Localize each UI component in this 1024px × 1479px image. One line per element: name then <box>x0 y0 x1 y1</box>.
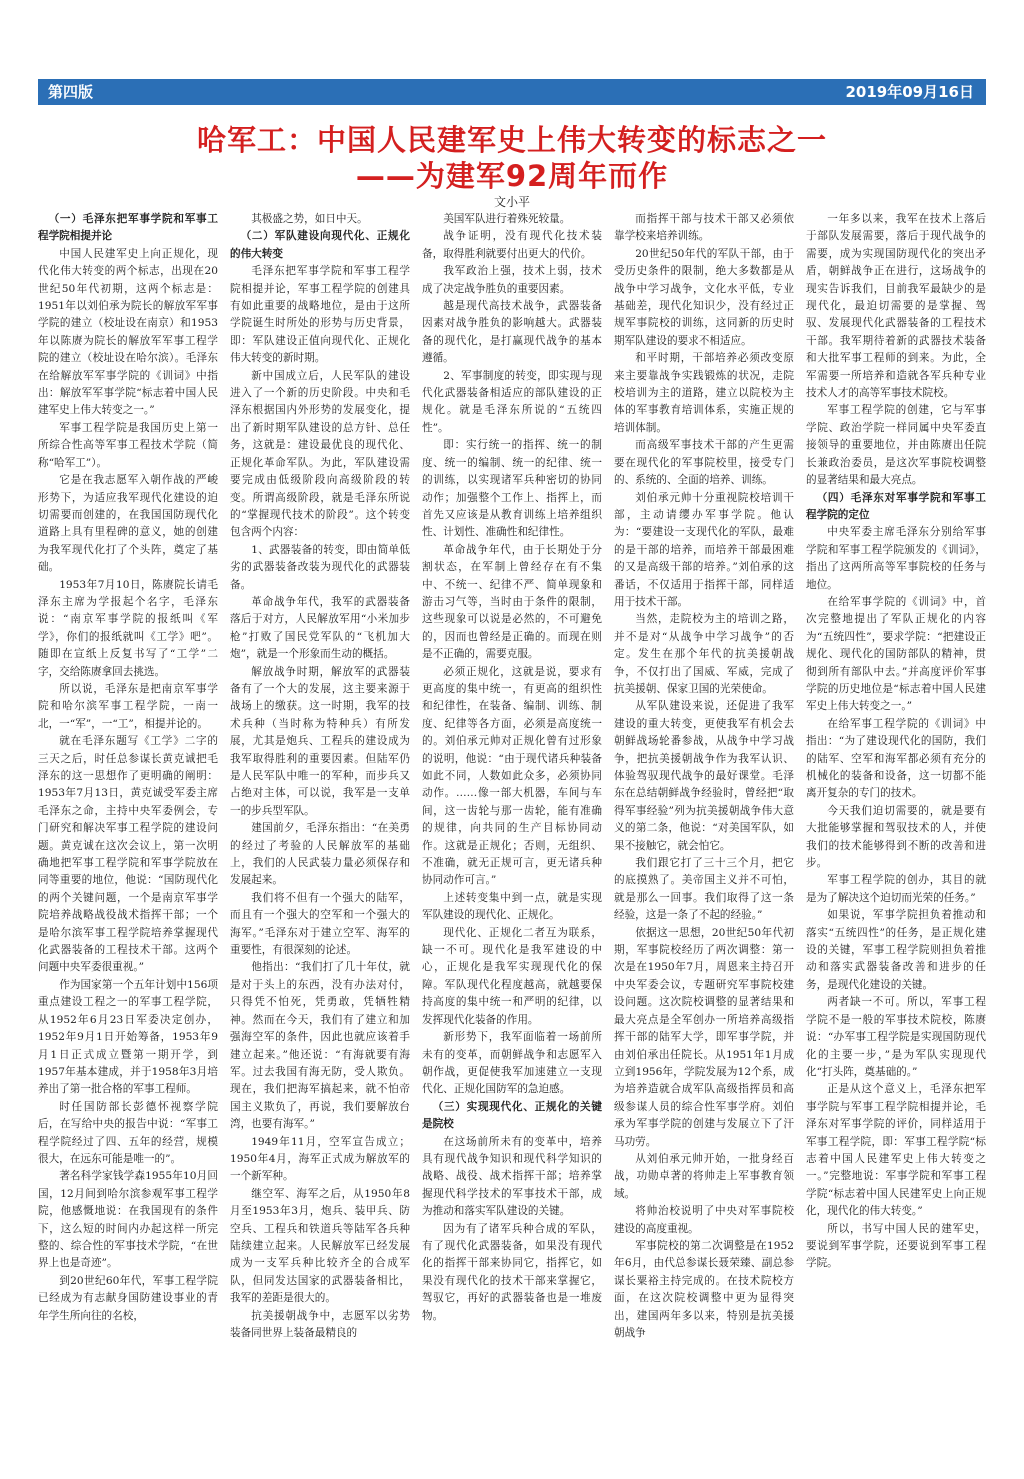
paragraph: 作为国家第一个五年计划中156项重点建设工程之一的军事工程学院，从1952年6月23日军委决定创办，1952年9月1日开始筹备，1953年9月1日正式成立暨第一期开学，到1957年基本建成，并于1958年3月培养出了第一批合格的军事工程师。 <box>38 978 218 1096</box>
article-body <box>38 211 986 1441</box>
paragraph: 军事工程学院是我国历史上第一所综合性高等军事工程技术学院（简称“哈军工”）。 <box>38 421 218 469</box>
article-subtitle: ——为建军92周年而作 <box>355 159 669 193</box>
paragraph: 中央军委主席毛泽东分别给军事学院和军事工程学院颁发的《训词》，指出了这两所高等军事院校的任务与地位。 <box>806 526 986 591</box>
article-column <box>230 211 410 1441</box>
paragraph: 一年多以来，我军在技术上落后于部队发展需要，落后于现代战争的需要，成为实现国防现代化的突出矛盾，朝鲜战争正在进行，这场战争的现实告诉我们，目前我军最缺少的是现代化，最迫切需要的是掌握、驾驭、发展现代化武器装备的工程技术干部。我军期待着新的武器技术装备和大批军事工程师的到来。为此，全军需要一所培养和造就各军兵种专业技术人才的高等军事技术院校。 <box>806 213 986 400</box>
article-column <box>422 211 602 1441</box>
paragraph: 新形势下，我军面临着一场前所未有的变革，而朝鲜战争和志愿军入朝作战，更促使我军加速建立一支现代化、正规化国防军的急迫感。 <box>422 1031 602 1096</box>
paragraph: 因为有了诸军兵种合成的军队，有了现代化武器装备，如果没有现代化的指挥干部来协同它，指挥它，如果没有现代化的技术干部来掌握它，驾驭它，再好的武器装备也是一堆废物。 <box>422 1222 602 1322</box>
paragraph: 如果说，军事学院担负着推动和落实“五统四性”的任务，是正规化建设的关键，军事工程学院则担负着推动和落实武器装备改善和进步的任务，是现代化建设的关键。 <box>806 909 986 991</box>
paragraph: 将帅治校说明了中央对军事院校建设的高度重视。 <box>614 1205 794 1235</box>
paragraph: 依据这一思想，20世纪50年代初期，军事院校经历了两次调整：第一次是在1950年7月，周恩来主持召开中央军委会议，专题研究军事院校建设问题。这次院校调整的显著结果和最大亮点是全军创办一所培养高级指挥干部的陆军大学，即军事学院，并由刘伯承出任院长。从1951年1月成立到1956年，学院发展为12个系，成为培养造就合成军队高级指挥员和高级参谋人员的综合性军事学府。刘伯承为军事学院的创建与发展立下了汗马功劳。 <box>614 926 794 1148</box>
paragraph: 美国军队进行着殊死较量。 <box>443 213 571 225</box>
paragraph: 中国人民建军史上向正规化，现代化伟大转变的两个标志，出现在20世纪50年代初期，这两个标志是：1951年以刘伯承为院长的解放军军事学院的建立（校址设在南京）和1953年以陈赓为院长的解放军军事工程学院的建立（校址设在哈尔滨）。毛泽东在给解放军军事学院的《训词》中指出：解放军军事学院“标志着中国人民建军史上伟大转变之一。” <box>38 247 218 417</box>
paragraph: 在给军事工程学院的《训词》中指出：“为了建设现代化的国防，我们的陆军、空军和海军都必须有充分的机械化的装备和设备，这一切都不能离开复杂的专门的技术。 <box>806 717 986 800</box>
paragraph: 从刘伯承元帅开始，一批身经百战，功勋卓著的将帅走上军事教育领域。 <box>614 1152 794 1200</box>
article-title: 哈军工：中国人民建军史上伟大转变的标志之一 <box>196 123 827 157</box>
paragraph: 著名科学家钱学森1955年10月回国，12月间到哈尔滨参观军事工程学院，他感慨地说：在我国现有的条件下，这么短的时间内办起这样一所完整的、综合性的军事技术学院，“在世界上也是奇迹”。 <box>38 1170 218 1270</box>
paragraph: 我们将不但有一个强大的陆军，而且有一个强大的空军和一个强大的海军。”毛泽东对于建立空军、海军的重要性，有很深刻的论述。 <box>230 891 410 957</box>
page-header <box>38 79 986 105</box>
paragraph: 1、武器装备的转变，即由简单低劣的武器装备改装为现代化的武器装备。 <box>230 543 410 591</box>
paragraph: 上述转变集中到一点，就是实现军队建设的现代化、正规化。 <box>422 891 602 922</box>
paragraph: 2、军事制度的转变，即实现与现代化武器装备相适应的部队建设的正规化。就是毛泽东所说的“五统四性”。 <box>422 369 602 434</box>
paragraph: 军事工程学院的创办，其目的就是为了解决这个迫切而光荣的任务。” <box>806 874 986 904</box>
paragraph: 抗美援朝战争中，志愿军以劣势装备同世界上装备最精良的 <box>230 1309 410 1339</box>
paragraph: 和平时期，干部培养必须改变原来主要靠战争实践锻炼的状况，走院校培训为主的道路，建立以院校为主体的军事教育培训体系，实施正规的培训体制。 <box>614 352 794 434</box>
article-column <box>38 211 218 1441</box>
paragraph: 时任国防部长彭德怀视察学院后，在写给中央的报告中说：“军事工程学院经过了四、五年的经营，规模很大，在远东可能是唯一的”。 <box>38 1100 218 1165</box>
paragraph: 从军队建设来说，还促进了我军建设的重大转变，更使我军有机会去朝鲜战场轮番参战，从战争中学习战争，把抗美援朝战争作为我军认识、体验驾驭现代战争的最好课堂。毛泽东在总结朝鲜战争经验时，曾经把“取得军事经验”列为抗美援朝战争伟大意义的第二条，他说：“对美国军队，如果不接触它，就会怕它。 <box>614 700 794 852</box>
paragraph: 就在毛泽东题写《工学》二字的三天之后，时任总参谋长黄克诚把毛泽东的这一思想作了更明确的阐明：1953年7月13日，黄克诚受军委主席毛泽东之命，主持中央军委例会，专门研究和解决军事工程学院的建设问题。黄克诚在这次会议上，第一次明确地把军事工程学院和军事学院放在同等重要的地位，他说：“国防现代化的两个关键问题，一个是南京军事学院培养战略战役战术指挥干部；一个是哈尔滨军事工程学院培养掌握现代化武器装备的工程技术干部。这两个问题中央军委很重视。” <box>38 735 218 974</box>
paragraph: 必须正规化，这就是说，要求有更高度的集中统一，有更高的组织性和纪律性，在装备、编制、训练、制度、纪律等各方面，必须是高度统一的。刘伯承元帅对正规化曾有过形象的说明，他说：“由于现代诸兵种装备如此不同，人数如此众多，必须协同动作。……像一部大机器，车间与车间，这一齿轮与那一齿轮，能有准确的规律，向共同的生产目标协同动作。这就是正规化；否则，无组织、不准确，就无正规可言，更无诸兵种协同动作可言。” <box>422 665 602 887</box>
paragraph: 两者缺一不可。所以，军事工程学院不是一般的军事技术院校，陈赓说：“办军事工程学院是实现国防现代化的主要一步，”是为军队实现现代化“打头阵，奠基础的。” <box>806 996 986 1078</box>
paragraph: 新中国成立后，人民军队的建设进入了一个新的历史阶段。中央和毛泽东根据国内外形势的发展变化，提出了新时期军队建设的总方针、总任务，这就是：建设最优良的现代化、正规化革命军队。为此，军队建设需要完成由低级阶段向高级阶段的转变。所谓高级阶段，就是毛泽东所说的“掌握现代技术的阶段”。这个转变包含两个内容： <box>230 369 410 539</box>
paragraph: 刘伯承元帅十分重视院校培训干部，主动请缨办军事学院。他认为：“要建设一支现代化的军队，最难的是干部的培养，而培养干部最困难的又是高级干部的培养。”刘伯承的这番话，不仅适用于指挥干部，同样适用于技术干部。 <box>614 491 794 608</box>
paragraph: 他指出：“我们打了几十年仗，就是对于头上的东西，没有办法对付，只得凭不怕死，凭勇敢，凭牺牲精神。然而在今天，我们有了建立和加强海空军的条件，因此也就应该着手建立起来。”他还说：“有海就要有海军。过去我国有海无防，受人欺负。现在，我们把海军搞起来，就不怕帝国主义欺负了，再说，我们要解放台湾，也要有海军。” <box>230 961 410 1131</box>
paragraph: 1949年11月，空军宣告成立；1950年4月，海军正式成为解放军的一个新军种。 <box>230 1135 410 1183</box>
paragraph: 我们跟它打了三十三个月，把它的底摸熟了。美帝国主义并不可怕，就是那么一回事。我们取得了这一条经验，这是一条了不起的经验。” <box>614 857 794 922</box>
paragraph: 战争证明，没有现代化技术装备，取得胜利就要付出更大的代价。 <box>422 230 602 260</box>
paragraph: 所以，书写中国人民的建军史，要说到军事学院，还要说到军事工程学院。 <box>806 1222 986 1270</box>
paragraph: 20世纪50年代的军队干部，由于受历史条件的限制，绝大多数都是从战争中学习战争，文化水平低，专业基础差，现代化知识少，没有经过正规军事院校的训练，这同新的历史时期军队建设的要求不相适应。 <box>614 247 794 347</box>
paragraph: 毛泽东把军事学院和军事工程学院相提并论，军事工程学院的创建具有如此重要的战略地位，是由于这所学院诞生时所处的形势与历史背景，即：军队建设正值向现代化、正规化伟大转变的新时期。 <box>230 265 410 365</box>
paragraph: 所以说，毛泽东是把南京军事学院和哈尔滨军事工程学院，一南一北，一“军”，一“工”，相提并论的。 <box>38 682 218 730</box>
paragraph: 军事院校的第二次调整是在1952年6月，由代总参谋长聂荣臻、副总参谋长粟裕主持完成的。在技术院校方面，在这次院校调整中更为显得突出，建国两年多以来，特别是抗美援朝战争 <box>614 1239 794 1339</box>
paragraph: 建国前夕，毛泽东指出：“在美勇的经过了考验的人民解放军的基础上，我们的人民武装力量必须保存和发展起来。 <box>230 822 410 887</box>
paragraph: 越是现代高技术战争，武器装备因素对战争胜负的影响越大。武器装备的现代化，是打赢现代战争的基本遵循。 <box>422 300 602 365</box>
section-heading: （四）毛泽东对军事学院和军事工程学院的定位 <box>806 491 986 521</box>
section-heading: （二）军队建设向现代化、正规化的伟大转变 <box>230 230 410 260</box>
paragraph: 军事工程学院的创建，它与军事学院、政治学院一样同属中央军委直接领导的重要地位，并由陈赓出任院长兼政治委员，是这次军事院校调整的显著结果和最大亮点。 <box>806 404 986 487</box>
paragraph: 其极盛之势，如日中天。 <box>251 213 368 225</box>
article-column <box>614 211 794 1441</box>
paragraph: 革命战争年代，由于长期处于分割状态，在军制上曾经存在有不集中、不统一、纪律不严、简单现象和游击习气等，当时由于条件的限制，这些现象可以说是必然的，不可避免的，因而也曾经是正确的。而现在则是不正确的，需要克服。 <box>422 543 602 661</box>
paragraph: 在这场前所未有的变革中，培养具有现代战争知识和现代科学知识的战略、战役、战术指挥干部；培养掌握现代科学技术的军事技术干部，成为推动和落实军队建设的关键。 <box>422 1135 602 1218</box>
author-byline: 文小平 <box>493 195 530 209</box>
paragraph: 它是在我志愿军入朝作战的严峻形势下，为适应我军现代化建设的迫切需要而创建的，在我国国防现代化道路上具有里程碑的意义，她的创建为我军现代化打了个头阵，奠定了基础。 <box>38 474 218 574</box>
paragraph: 现代化、正规化二者互为联系，缺一不可。现代化是我军建设的中心，正规化是我军实现现代化的保障。军队现代化程度越高，就越要保持高度的集中统一和严明的纪律，以发挥现代化装备的作用。 <box>422 926 602 1026</box>
paragraph: 继空军、海军之后，从1950年8月至1953年3月，炮兵、装甲兵、防空兵、工程兵和铁道兵等陆军各兵种陆续建立起来。人民解放军已经发展成为一支军兵种比较齐全的合成军队，但同发达国家的武器装备相比，我军的差距是很大的。 <box>230 1187 410 1305</box>
section-heading: （三）实现现代化、正规化的关键是院校 <box>422 1100 602 1131</box>
paragraph: 当然，走院校为主的培训之路，并不是对“从战争中学习战争”的否定。发生在那个年代的抗美援朝战争，不仅打出了国威、军威，完成了抗美援朝、保家卫国的光荣使命。 <box>614 613 794 695</box>
paragraph: 今天我们迫切需要的，就是要有大批能够掌握和驾驭技术的人，并使我们的技术能够得到不断的改善和进步。 <box>806 804 986 870</box>
paragraph: 正是从这个意义上，毛泽东把军事学院与军事工程学院相提并论，毛泽东对军事学院的评价，同样适用于军事工程学院，即：军事工程学院“标志着中国人民建军史上伟大转变之一。”完整地说：军事学院和军事工程学院“标志着中国人民建军史上向正规化，现代化的伟大转变。” <box>806 1083 986 1218</box>
paragraph: 我军政治上强，技术上弱，技术成了决定战争胜负的重要因素。 <box>422 265 602 295</box>
issue-date: 2019年09月16日 <box>845 83 974 101</box>
paragraph: 在给军事学院的《训词》中，首次完整地提出了军队正规化的内容为“五统四性”，要求学院：“把建设正规化、现代化的国防部队的精神，贯彻到所有部队中去。”并高度评价军事学院的历史地位是“标志着中国人民建军史上伟大转变之一。” <box>806 595 986 713</box>
paragraph: 解放战争时期，解放军的武器装备有了一个大的发展，这主要来源于战场上的缴获。这一时期，我军的技术兵种（当时称为特种兵）有所发展，尤其是炮兵、工程兵的建设成为我军取得胜利的重要因素。但陆军仍是人民军队中唯一的军种，而步兵又占绝对主体，可以说，我军是一支单一的步兵型军队。 <box>230 665 410 817</box>
paragraph: 到20世纪60年代，军事工程学院已经成为有志献身国防建设事业的青年学生所向往的名校， <box>38 1274 218 1322</box>
paragraph: 而高级军事技术干部的产生更需要在现代化的军事院校里，接受专门的、系统的、全面的培养、训练。 <box>614 439 794 487</box>
paragraph: 而指挥干部与技术干部又必须依靠学校来培养训练。 <box>614 213 794 243</box>
section-heading: （一）毛泽东把军事学院和军事工程学院相提并论 <box>38 213 218 243</box>
section-label: 第四版 <box>48 83 94 101</box>
paragraph: 革命战争年代，我军的武器装备落后于对方，人民解放军用“小米加步枪”打败了国民党军队的“飞机加大炮”，就是一个形象而生动的概括。 <box>230 595 410 661</box>
article-column <box>806 211 986 1441</box>
paragraph: 即：实行统一的指挥、统一的制度、统一的编制、统一的纪律、统一的训练，以实现诸军兵种密切的协同动作；加强整个工作上、指挥上，而首先又应该是从教育训练上培养组织性、计划性、准确性和纪律性。 <box>422 439 602 539</box>
paragraph: 1953年7月10日，陈赓院长请毛泽东主席为学报起个名字，毛泽东说：“南京军事学院的报纸叫《军学》，你们的报纸就叫《工学》吧”。随即在宣纸上反复书写了“工学”二字，交给陈赓拿回去挑选。 <box>38 578 218 678</box>
